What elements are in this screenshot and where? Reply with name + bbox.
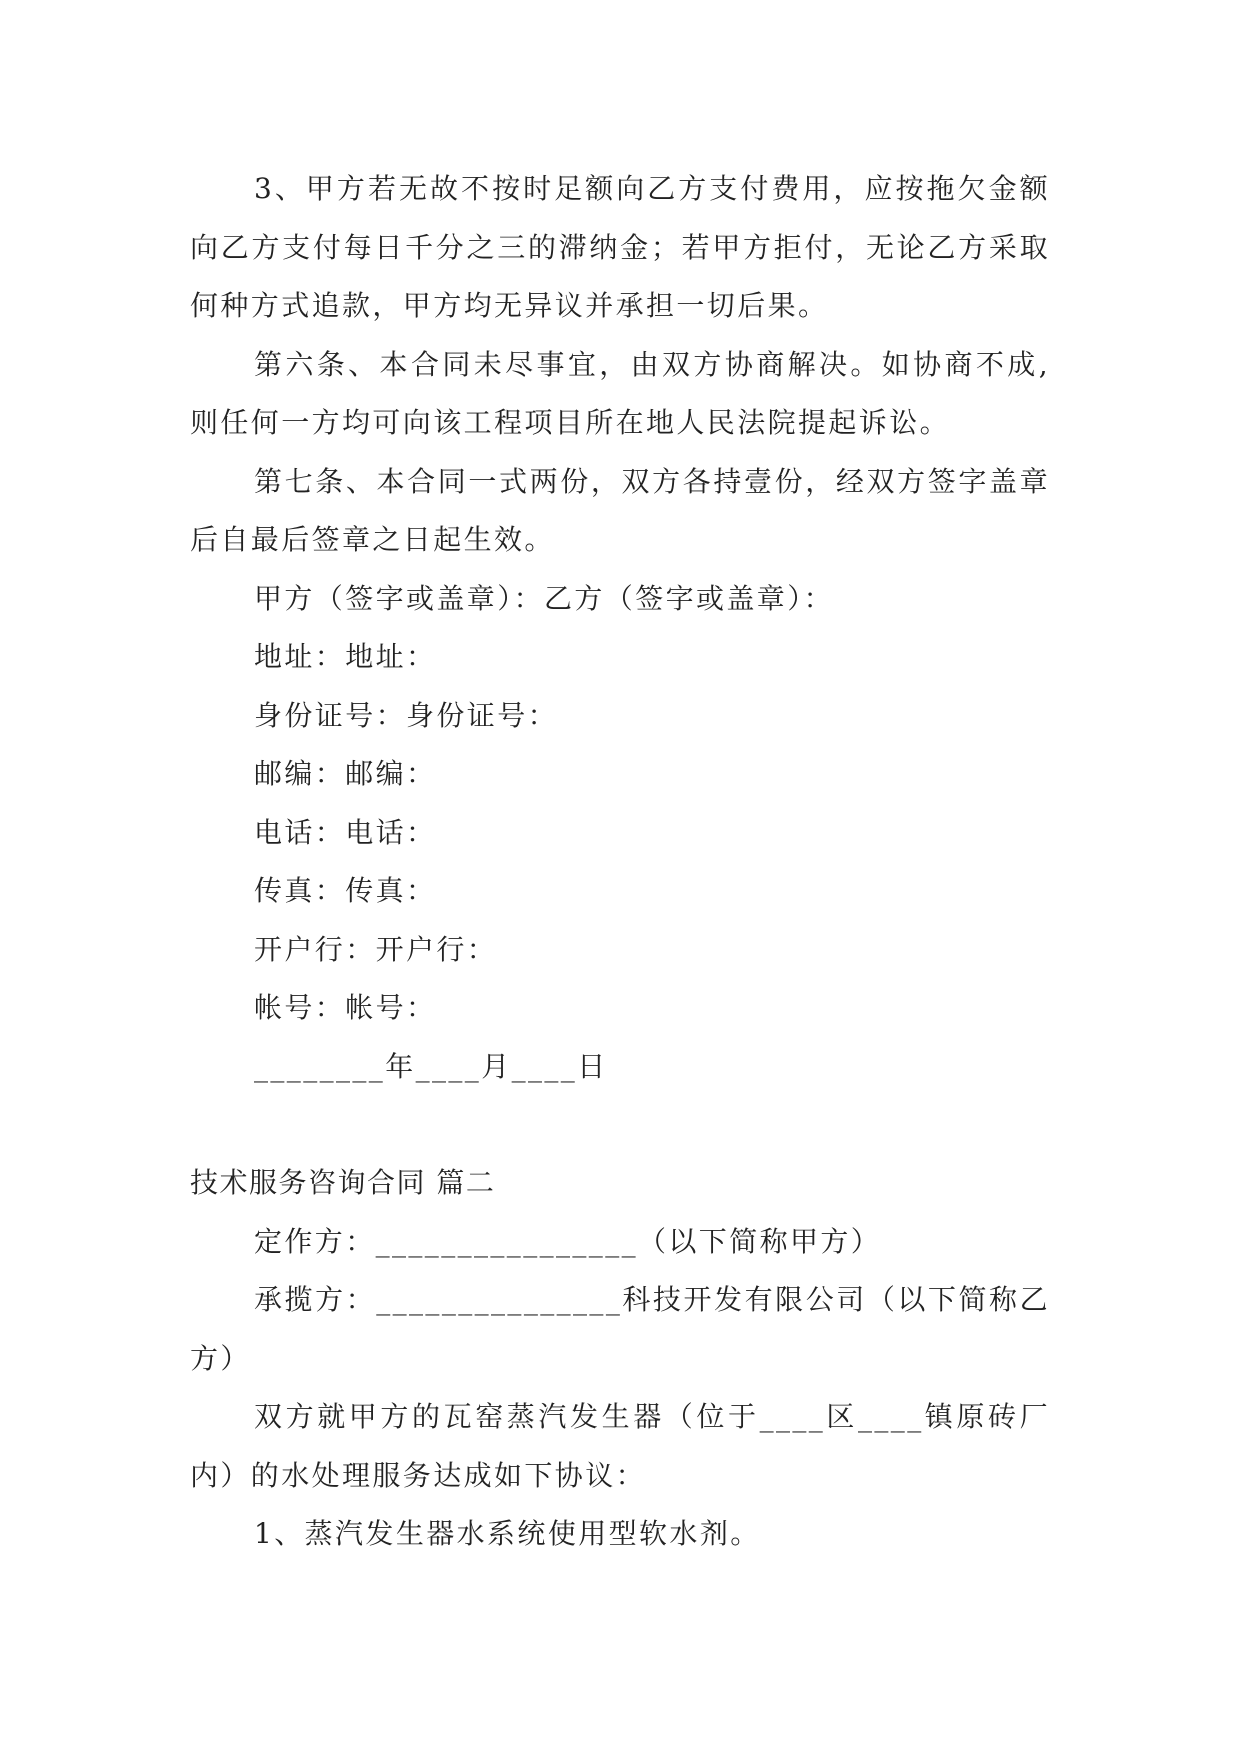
- account-line: 帐号：帐号：: [254, 991, 437, 1024]
- date-line: ________年____月____日: [254, 1049, 608, 1083]
- party-a-line: 定作方：________________（以下简称甲方）: [254, 1224, 882, 1258]
- bank-line: 开户行：开户行：: [254, 932, 498, 966]
- party-b-line: 承揽方：_______________科技开发有限公司（以下简称乙方）: [190, 1283, 1050, 1375]
- signature-line: 甲方（签字或盖章）：乙方（签字或盖章）：: [254, 581, 835, 615]
- item-one: 1、蒸汽发生器水系统使用型软水剂。: [254, 1517, 761, 1550]
- postcode-line: 邮编：邮编：: [254, 757, 437, 790]
- id-number-line: 身份证号：身份证号：: [254, 698, 559, 732]
- clause-article-six: 第六条、本合同未尽事宜，由双方协商解决。如协商不成,则任何一方均可向该工程项目所在地人民法院提起诉讼。: [190, 347, 1050, 439]
- fax-line: 传真：传真：: [254, 874, 437, 907]
- phone-line: 电话：电话：: [254, 815, 437, 849]
- address-line: 地址：地址：: [254, 640, 437, 673]
- clause-late-payment: 3、甲方若无故不按时足额向乙方支付费用，应按拖欠金额向乙方支付每日千分之三的滞纳金；若甲方拒付，无论乙方采取何种方式追款，甲方均无异议并承担一切后果。: [190, 172, 1050, 322]
- document-body: [190, 160, 1050, 1564]
- section-spacer: [190, 1096, 1050, 1154]
- clause-article-seven: 第七条、本合同一式两份，双方各持壹份，经双方签字盖章后自最后签章之日起生效。: [190, 464, 1050, 556]
- section-title: 技术服务咨询合同 篇二: [190, 1166, 496, 1199]
- agreement-intro: 双方就甲方的瓦窑蒸汽发生器（位于____区____镇原砖厂内）的水处理服务达成如下协议：: [190, 1400, 1050, 1492]
